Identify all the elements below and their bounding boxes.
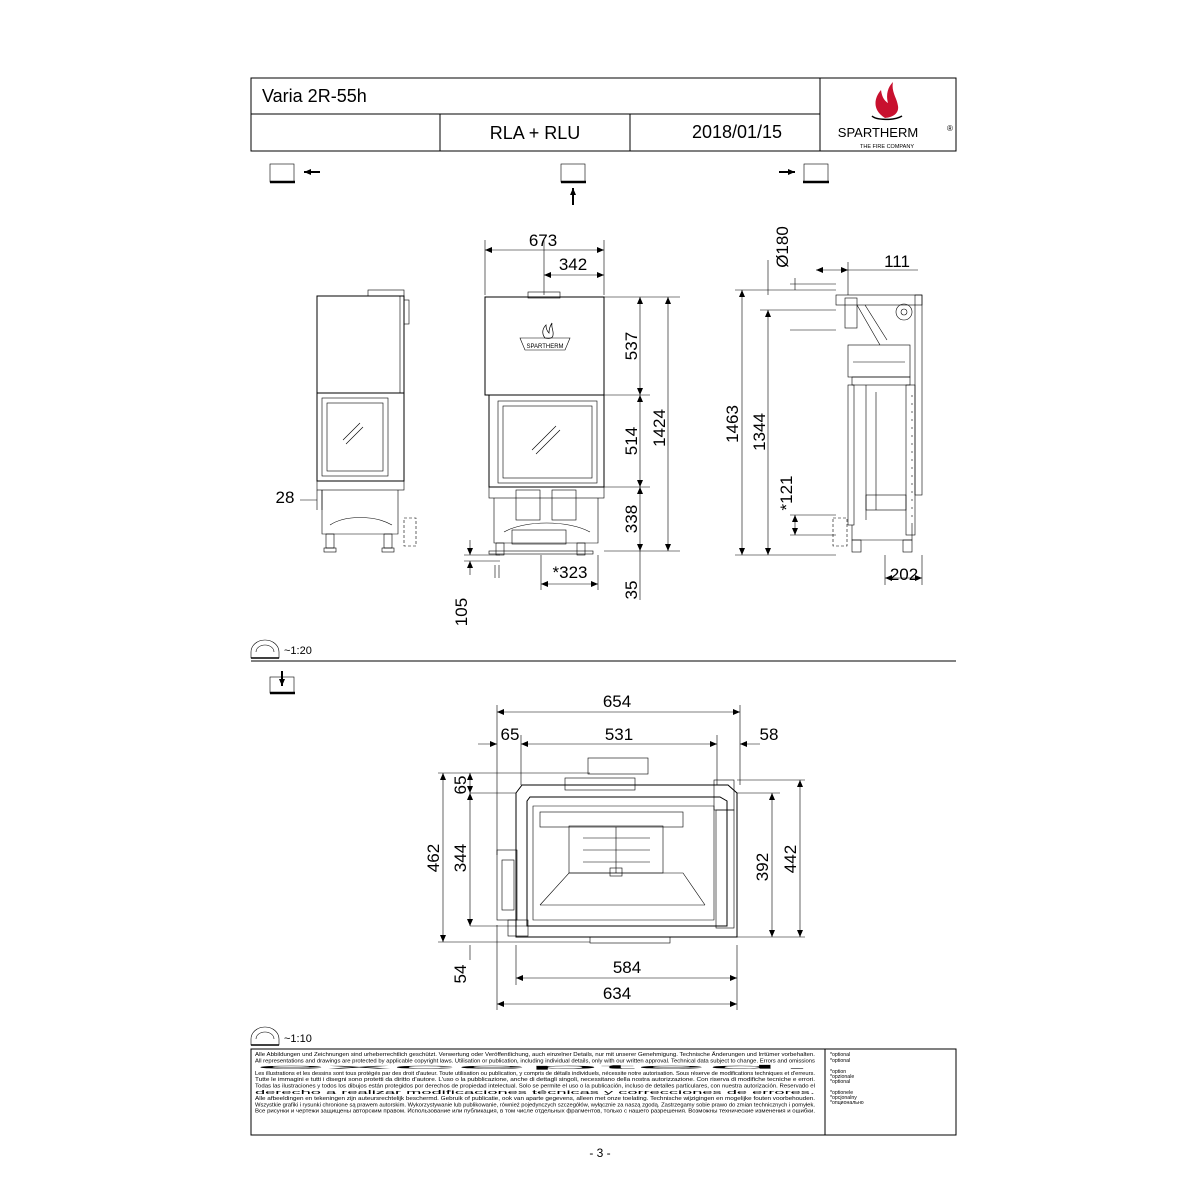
- scale-top-label: ~1:20: [284, 645, 312, 657]
- brand-name: SPARTHERM: [837, 125, 919, 140]
- legal-line: Tutte le immagini e tutti i disegni sono protetti da diritto d'autore. L'uso o la pubblicazione, anche di dettagli singoli, necessitano della nostra autorizzazione. Con riserva di modifiche tecniche e errori.: [255, 1077, 815, 1084]
- dim-65-left: 65: [500, 725, 520, 744]
- legal-line: Все рисунки и чертежи защищены авторским правом. Использование или публикация, в том числе отдельных фрагментов, только с нашего разрешения. Возможны технические изменения и ошибки.: [255, 1108, 815, 1115]
- dim-584: 584: [612, 958, 642, 977]
- dim-537: 537: [622, 331, 641, 361]
- optional-label: *opzionale: [830, 1074, 855, 1080]
- registered-mark: ®: [947, 124, 953, 133]
- dim-654: 654: [602, 692, 632, 711]
- dim-105: 105: [452, 597, 471, 627]
- view-left-icon: [270, 164, 320, 182]
- legal-line: Alle Abbildungen und Zeichnungen sind urheberrechtlich geschützt. Verwertung oder Veröffentlichung, auch einzelner Details, nur mit unserer Genehmigung. Technische Änderungen und Irrtümer vorbehalten.: [255, 1052, 732, 1058]
- dim-442: 442: [781, 844, 800, 874]
- legal-line: All representations and drawings are protected by applicable copyright laws. Utilisation or publication, including individual details, only with our written approval. Technical data subject to change. Errors and omissions: [255, 1058, 816, 1065]
- right-side-view: [723, 226, 922, 585]
- dim-121: *121: [777, 475, 796, 511]
- date-label: 2018/01/15: [691, 122, 783, 142]
- view-right-icon: [779, 164, 829, 182]
- dim-111: 111: [884, 252, 910, 271]
- legal-line: derecho a realizar modificaciones técnicas y correcciones de errores.: [255, 1089, 815, 1096]
- dim-323: *323: [552, 563, 588, 582]
- dim-1463: 1463: [723, 405, 742, 443]
- dim-634: 634: [602, 984, 632, 1003]
- page-number: - 3 -: [589, 1146, 611, 1160]
- dim-531: 531: [604, 725, 634, 744]
- legal-text: [255, 1051, 815, 1115]
- dim-392: 392: [753, 852, 772, 882]
- dim-673: 673: [528, 231, 558, 250]
- dim-58: 58: [759, 725, 779, 744]
- badge-brand: SPARTHERM: [526, 344, 564, 350]
- optional-labels: [830, 1052, 864, 1106]
- dim-338: 338: [622, 504, 641, 534]
- dim-35: 35: [622, 580, 641, 600]
- optional-label: *opcjonalny: [830, 1095, 857, 1101]
- optional-label: *optional: [830, 1052, 851, 1058]
- optional-label: *опционально: [830, 1100, 864, 1106]
- scale-icon-top: [251, 640, 279, 658]
- variant-label: RLA + RLU: [489, 123, 581, 143]
- view-front-icon: [561, 164, 586, 205]
- title-block: [251, 78, 956, 151]
- spartherm-flame-icon: [872, 82, 902, 119]
- optional-label: *optional: [830, 1079, 851, 1085]
- left-side-view: [276, 290, 416, 552]
- dim-1424: 1424: [650, 409, 669, 447]
- dim-28: 28: [275, 488, 295, 507]
- optional-label: *option: [830, 1069, 847, 1075]
- dim-462: 462: [424, 843, 443, 873]
- plan-view: [424, 692, 805, 1010]
- spartherm-badge-icon: [520, 323, 570, 350]
- legal-line: Alle afbeeldingen en tekeningen zijn auteursrechtelijk beschermd. Gebruik of publicatie, ook van aparte gegevens, alleen met onze toelating. Technische wijzigingen en mogelijke fouten voorbehouden.: [255, 1096, 815, 1103]
- scale-bottom-label: ~1:10: [284, 1033, 312, 1045]
- legal-line: Les illustrations et les dessins sont tous protégés par des droit d'auteur. Toute utilisation ou publication, y compris de détails individuels, nécessite notre autorisation. Sous réserve de modifications techniques et d'erreurs.: [255, 1070, 815, 1077]
- scale-icon-bottom: [251, 1027, 279, 1045]
- dim-65-top: 65: [451, 775, 470, 795]
- dim-flue-diameter: Ø180: [773, 226, 792, 268]
- dim-514: 514: [622, 426, 641, 456]
- legal-line: Wszystkie grafiki i rysunki chronione są prawem autorskim. Wykorzystywanie lub publikowanie, również pojedynczych szczegółów, wyłącznie za naszą zgodą. Zastrzegamy sobie prawo do zmian technicznych i pomyłek.: [255, 1102, 815, 1109]
- front-view: [452, 231, 680, 626]
- dim-344: 344: [451, 843, 470, 873]
- dim-202: 202: [889, 565, 919, 584]
- model-name: Varia 2R-55h: [262, 86, 367, 106]
- dim-1344: 1344: [750, 413, 769, 451]
- dim-342: 342: [558, 255, 588, 274]
- legal-line: excepted.: [255, 1064, 815, 1071]
- dim-54: 54: [451, 964, 470, 984]
- optional-label: *optionele: [830, 1090, 854, 1096]
- optional-label: *optional: [830, 1058, 851, 1064]
- brand-tagline: THE FIRE COMPANY: [860, 144, 914, 150]
- view-top-icon: [270, 671, 295, 693]
- legal-line: Todas las ilustraciones y todos los dibujos están protegidos por derechos de propiedad intelectual. Solo se permite el uso o la publicación, incluso de detalles particulares, con nuestra autorización. Reservado el: [255, 1083, 815, 1090]
